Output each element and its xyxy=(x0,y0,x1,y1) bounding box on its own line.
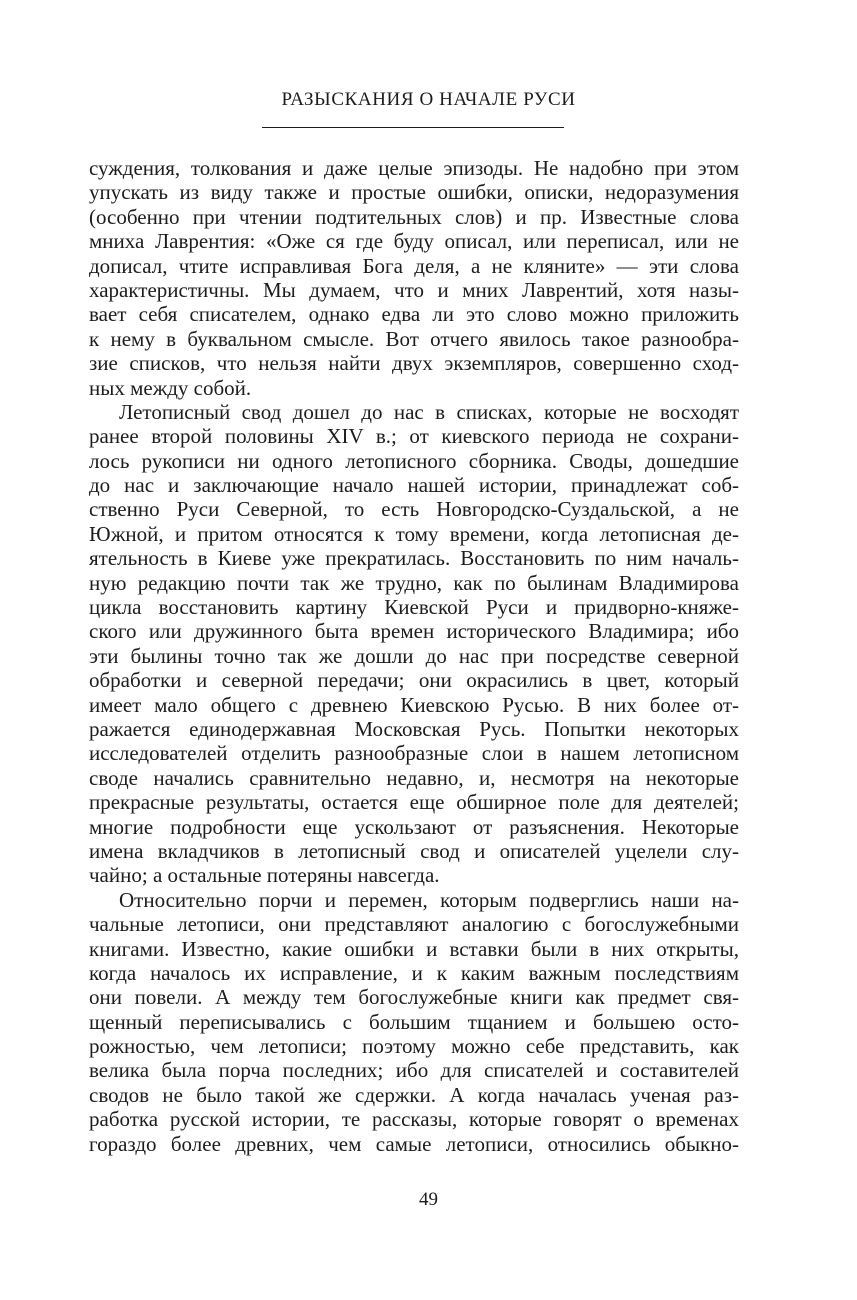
text-line: щенный переписывались с большим тщанием и большею осто- xyxy=(89,1009,739,1034)
text-line: до нас и заключающие начало нашей истории, принадлежат соб- xyxy=(89,473,739,498)
text-line: прекрасные результаты, остается еще обширное поле для деятелей; xyxy=(89,790,739,815)
text-line: эти былины точно так же дошли до нас при посредстве северной xyxy=(89,643,739,668)
text-line: чальные летописи, они представляют аналогию с богослужебными xyxy=(89,912,739,937)
text-line: характеристичны. Мы думаем, что и мних Лаврентий, хотя назы- xyxy=(89,277,739,302)
paragraph-first-line: Относительно порчи и перемен, которым подверглись наши на- xyxy=(119,887,739,912)
text-line: своде начались сравнительно недавно, и, несмотря на некоторые xyxy=(89,765,739,790)
text-line: ского или дружинного быта времен исторического Владимира; ибо xyxy=(89,619,739,644)
text-line: книгами. Известно, какие ошибки и вставки были в них открыты, xyxy=(89,936,739,961)
text-line: многие подробности еще ускользают от разъяснения. Некоторые xyxy=(89,814,739,839)
text-line: ражается единодержавная Московская Русь. Попытки некоторых xyxy=(89,716,739,741)
text-line: велика была порча последних; ибо для списателей и составителей xyxy=(89,1058,739,1083)
text-line: ственно Руси Северной, то есть Новгородско-Суздальской, а не xyxy=(89,497,739,522)
text-line: (особенно при чтении подтительных слов) и пр. Известные слова xyxy=(89,204,739,229)
header-rule xyxy=(262,127,564,128)
text-line: мниха Лаврентия: «Оже ся где буду описал, или переписал, или не xyxy=(89,229,739,254)
text-line: имена вкладчиков в летописный свод и описателей уцелели слу- xyxy=(89,838,739,863)
text-line: ных между собой. xyxy=(89,375,252,400)
text-line: обработки и северной передачи; они окрасились в цвет, который xyxy=(89,668,739,693)
text-line: работка русской истории, те рассказы, которые говорят о временах xyxy=(89,1107,739,1132)
text-line: когда началось их исправление, и к каким важным последствиям xyxy=(89,960,739,985)
text-line: к нему в буквальном смысле. Вот отчего явилось такое разнообра- xyxy=(89,326,739,351)
text-line: дописал, чтите исправливая Бога деля, а не кляните» — эти слова xyxy=(89,253,739,278)
running-head: РАЗЫСКАНИЯ О НАЧАЛЕ РУСИ xyxy=(281,89,576,110)
text-line: чайно; а остальные потеряны навсегда. xyxy=(89,863,440,888)
page-number: 49 xyxy=(419,1189,438,1210)
text-line: рожностью, чем летописи; поэтому можно себе представить, как xyxy=(89,1034,739,1059)
text-line: исследователей отделить разнообразные слои в нашем летописном xyxy=(89,741,739,766)
text-line: цикла восстановить картину Киевской Руси и придворно-княже- xyxy=(89,595,739,620)
text-line: имеет мало общего с древнею Киевскою Русью. В них более от- xyxy=(89,692,739,717)
text-line: лось рукописи ни одного летописного сборника. Своды, дошедшие xyxy=(89,448,739,473)
text-line: ную редакцию почти так же трудно, как по былинам Владимирова xyxy=(89,570,739,595)
body-text xyxy=(89,156,739,1156)
text-line: ранее второй половины XIV в.; от киевского периода не сохрани- xyxy=(89,424,739,449)
text-line: вает себя списателем, однако едва ли это слово можно приложить xyxy=(89,302,739,327)
text-line: зие списков, что нельзя найти двух экземпляров, совершенно сход- xyxy=(89,351,739,376)
text-line: они повели. А между тем богослужебные книги как предмет свя- xyxy=(89,985,739,1010)
text-line: упускать из виду также и простые ошибки, описки, недоразумения xyxy=(89,180,739,205)
paragraph-first-line: Летописный свод дошел до нас в списках, которые не восходят xyxy=(119,399,739,424)
text-line: сводов не было такой же сдержки. А когда началась ученая раз- xyxy=(89,1082,739,1107)
text-line: гораздо более древних, чем самые летописи, относились обыкно- xyxy=(89,1131,739,1156)
text-line: суждения, толкования и даже целые эпизоды. Не надобно при этом xyxy=(89,156,739,180)
text-line: Южной, и притом относятся к тому времени, когда летописная де- xyxy=(89,521,739,546)
text-line: ятельность в Киеве уже прекратилась. Восстановить по ним началь- xyxy=(89,546,739,571)
